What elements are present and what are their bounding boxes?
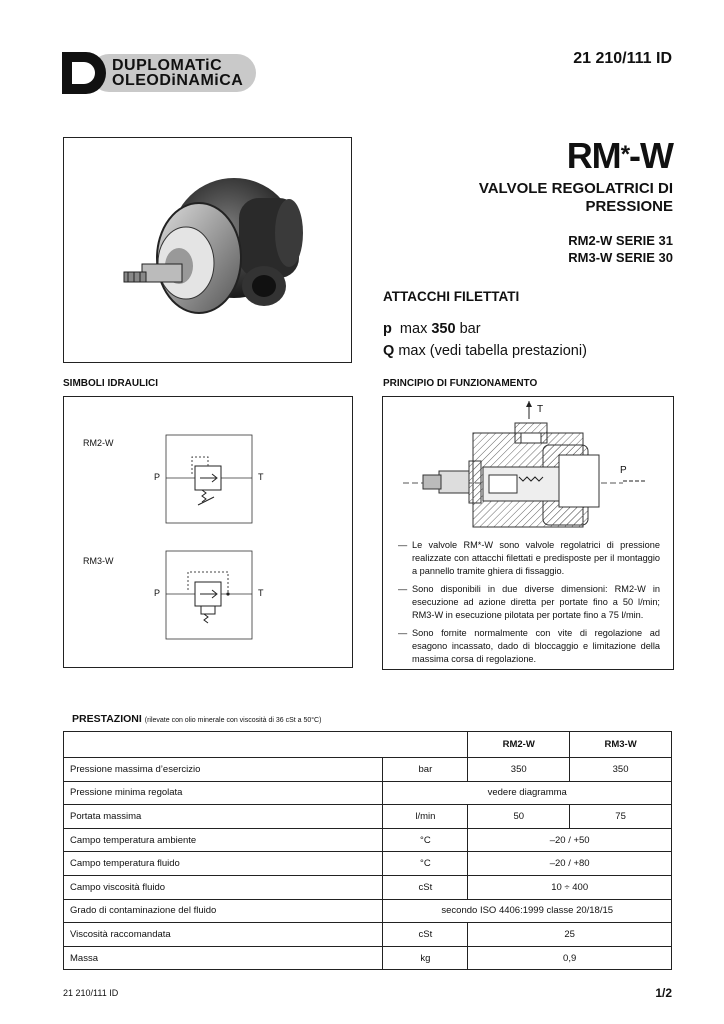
row-unit: °C (383, 828, 468, 852)
description-item (398, 627, 660, 666)
product-photo (64, 138, 351, 362)
table-row (64, 875, 672, 899)
description-item (398, 583, 660, 622)
q-text: max (vedi tabella prestazioni) (398, 343, 587, 359)
model-suffix: -W (629, 135, 673, 176)
footer-doc-number: 21 210/111 ID (63, 988, 119, 998)
table-row (64, 758, 672, 782)
row-unit: cSt (383, 923, 468, 947)
description-text: Sono fornite normalmente con vite di regolazione ad esagono incassato, dado di bloccaggio e limitazione della massima corsa di regolazione. (412, 628, 660, 664)
flow-spec (383, 343, 587, 359)
row-label: Campo temperatura ambiente (64, 828, 383, 852)
valve-cross-section (383, 397, 673, 537)
table-row (64, 923, 672, 947)
table-header-row (64, 732, 672, 758)
row-unit: l/min (383, 805, 468, 829)
description-dash: — (398, 628, 408, 638)
table-row (64, 899, 672, 923)
row-unit: kg (383, 946, 468, 970)
description-dash: — (398, 540, 408, 550)
subtitle-line-2: PRESSIONE (585, 198, 673, 215)
row-shared-value: –20 / +80 (468, 852, 672, 876)
row-unit: °C (383, 852, 468, 876)
row-rm3-value: 75 (570, 805, 672, 829)
performance-note: (rilevate con olio minerale con viscosità di 36 cSt a 50°C) (144, 717, 322, 724)
p-value: 350 (431, 321, 456, 337)
table-row (64, 781, 672, 805)
brand-line-1: DUPLOMATiC (112, 57, 223, 74)
row-label: Viscosità raccomandata (64, 923, 383, 947)
page-number: 1/2 (655, 986, 672, 1000)
row-label: Pressione massima d’esercizio (64, 758, 383, 782)
p-unit: bar (459, 321, 481, 337)
model-prefix: RM (566, 135, 621, 176)
row-label: Grado di contaminazione del fluido (64, 899, 383, 923)
rm2-port-p: P (154, 472, 161, 482)
col-rm2: RM2-W (468, 732, 570, 758)
principle-heading: PRINCIPIO DI FUNZIONAMENTO (383, 378, 538, 389)
performance-heading (72, 713, 321, 725)
product-photo-frame (63, 137, 352, 363)
serie-line-1: RM2-W SERIE 31 (568, 233, 673, 248)
brand-line-2: OLEODiNAMiCA (112, 72, 244, 89)
document-number: 21 210/111 ID (573, 50, 672, 67)
row-rm2-value: 50 (468, 805, 570, 829)
performance-table (63, 731, 672, 970)
series-info (473, 232, 673, 266)
table-row (64, 852, 672, 876)
rm2-port-t: T (258, 472, 264, 482)
product-subtitle (373, 180, 673, 216)
symbols-heading: SIMBOLI IDRAULICI (63, 378, 158, 389)
model-star: * (620, 141, 630, 168)
row-label: Campo temperatura fluido (64, 852, 383, 876)
performance-title: PRESTAZIONI (72, 713, 142, 725)
row-rm3-value: 350 (570, 758, 672, 782)
row-span-value: vedere diagramma (383, 781, 672, 805)
description-item (398, 539, 660, 578)
connection-type: ATTACCHI FILETTATI (383, 289, 520, 304)
row-label: Pressione minima regolata (64, 781, 383, 805)
row-shared-value: –20 / +50 (468, 828, 672, 852)
principle-port-p: P (620, 465, 627, 476)
row-rm2-value: 350 (468, 758, 570, 782)
row-span-value: secondo ISO 4406:1999 classe 20/18/15 (383, 899, 672, 923)
description-text: Le valvole RM*-W sono valvole regolatrici di pressione realizzate con attacchi filettati e predisposte per il montaggio a pannello tramite ghiera di fissaggio. (412, 540, 660, 576)
row-shared-value: 10 ÷ 400 (468, 875, 672, 899)
subtitle-line-1: VALVOLE REGOLATRICI DI (478, 180, 673, 197)
row-unit: cSt (383, 875, 468, 899)
rm3-label: RM3-W (83, 556, 114, 566)
table-row (64, 805, 672, 829)
description-text: Sono disponibili in due diverse dimensioni: RM2-W in esecuzione ad azione diretta per portate fino a 50 l/min; RM3-W in esecuzione pilotata per portate fino a 75 l/min. (412, 584, 660, 620)
row-label: Massa (64, 946, 383, 970)
symbol-diagrams (64, 397, 352, 667)
row-shared-value: 0,9 (468, 946, 672, 970)
row-label: Campo viscosità fluido (64, 875, 383, 899)
col-rm3: RM3-W (570, 732, 672, 758)
pressure-spec (383, 321, 481, 337)
rm3-port-t: T (258, 588, 264, 598)
row-shared-value: 25 (468, 923, 672, 947)
row-label: Portata massima (64, 805, 383, 829)
table-header-empty (64, 732, 468, 758)
p-text: max (399, 321, 428, 337)
row-unit: bar (383, 758, 468, 782)
principle-box (382, 396, 674, 670)
principle-port-t: T (537, 404, 544, 415)
description-dash: — (398, 584, 408, 594)
p-symbol: p (383, 321, 392, 337)
brand-logo (60, 50, 260, 96)
hydraulic-symbols-box (63, 396, 353, 668)
table-row (64, 828, 672, 852)
principle-description (398, 539, 660, 671)
model-title (567, 135, 673, 177)
q-symbol: Q (383, 343, 395, 359)
rm2-label: RM2-W (83, 438, 114, 448)
serie-line-2: RM3-W SERIE 30 (568, 250, 673, 265)
table-row (64, 946, 672, 970)
rm3-port-p: P (154, 588, 161, 598)
